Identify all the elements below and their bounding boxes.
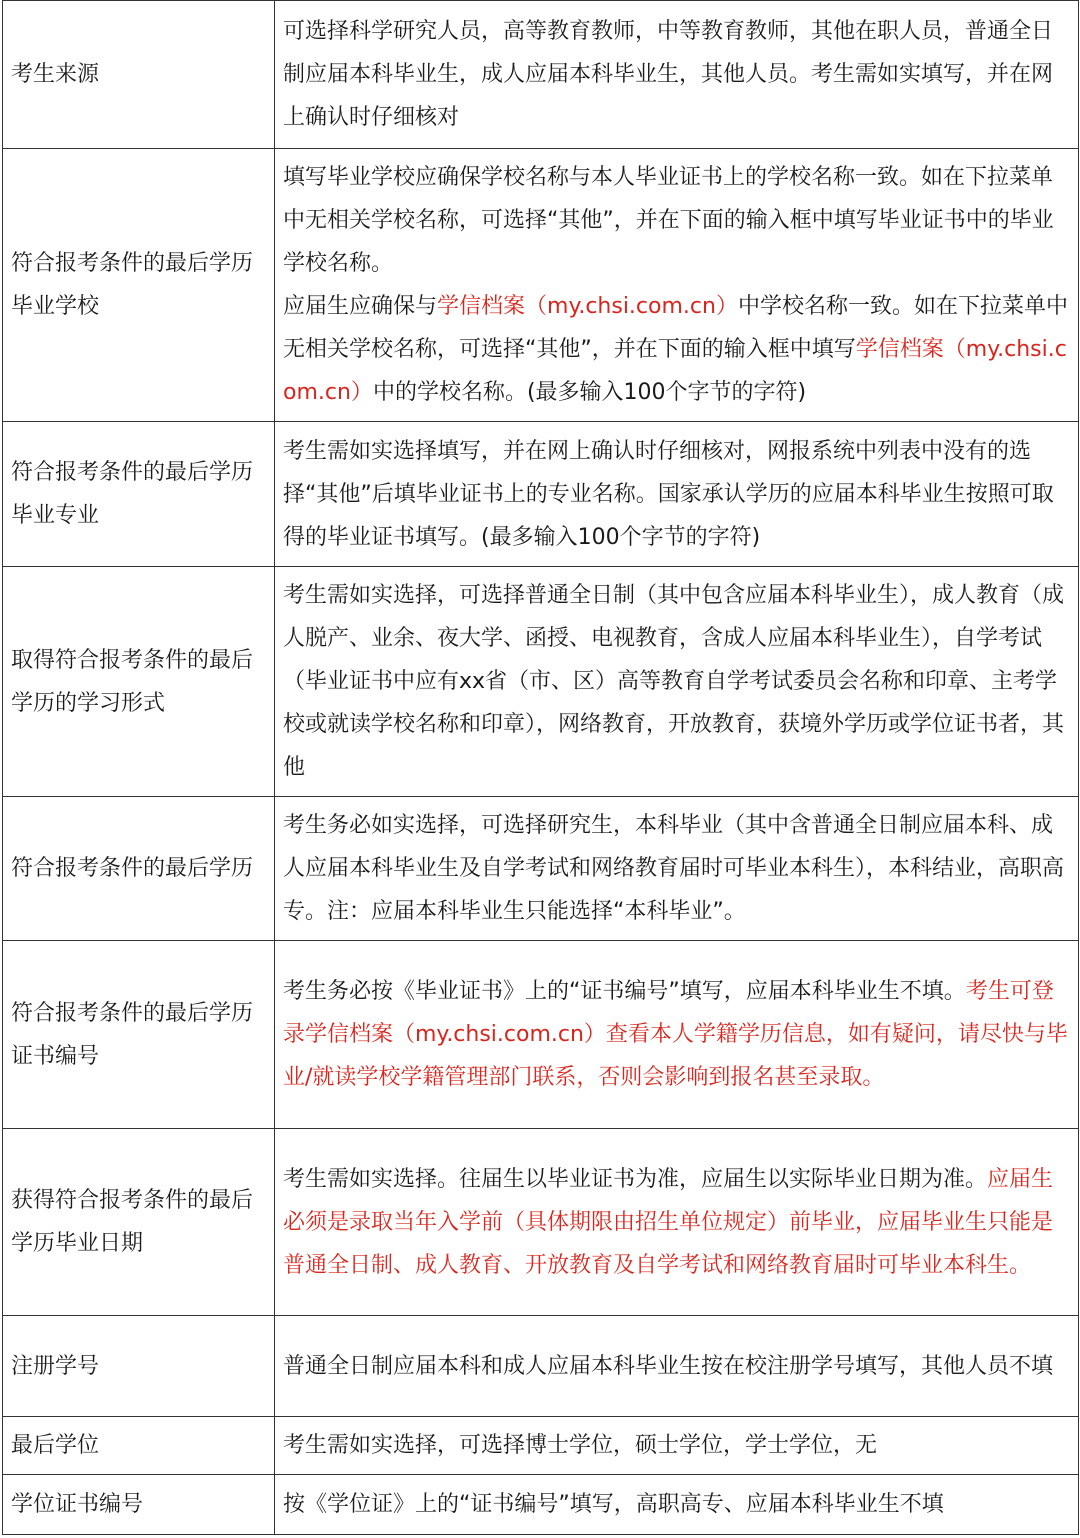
- description-text: 普通全日制应届本科和成人应届本科毕业生按在校注册学号填写，其他人员不填: [283, 1353, 1054, 1379]
- description-text: 考生需如实选择。往届生以毕业证书为准，应届生以实际毕业日期为准。: [283, 1166, 988, 1192]
- table-row: [3, 1, 1079, 149]
- form-instructions-table: [2, 0, 1079, 1535]
- description-text: 中学校名称一致。如在下拉菜单中无相关学校名称，可选择“其他”，并在下面的输入框中填写: [283, 294, 1068, 362]
- highlight-text: 应届生必须是录取当年入学前（具体期限由招生单位规定）前毕业，应届毕业生只能是普通全日制、成人教育、开放教育及自学考试和网络教育届时可毕业本科生。: [283, 1166, 1054, 1278]
- highlight-text: 学信档案（my.chsi.com.cn）: [437, 294, 738, 319]
- table-row: [3, 422, 1079, 567]
- highlight-text: 学信档案（my.chsi.com.cn）: [283, 337, 1067, 405]
- description-text: 考生需如实选择填写，并在网上确认时仔细核对，网报系统中列表中没有的选择“其他”后填毕业证书上的专业名称。国家承认学历的应届本科毕业生按照可取得的毕业证书填写。(最多输入100个字节的字符): [283, 438, 1054, 550]
- field-label: 最后学位: [3, 1417, 275, 1475]
- field-description: [275, 1475, 1079, 1535]
- field-label: 符合报考条件的最后学历: [3, 797, 275, 941]
- description-text: 考生需如实选择，可选择博士学位，硕士学位，学士学位，无: [283, 1433, 878, 1458]
- description-text: 考生务必如实选择，可选择研究生，本科毕业（其中含普通全日制应届本科、成人应届本科毕业生及自学考试和网络教育届时可毕业本科生），本科结业，高职高专。注：应届本科毕业生只能选择“本科毕业”。: [283, 813, 1065, 924]
- field-description: [275, 1417, 1079, 1475]
- description-text: 考生务必按《毕业证书》上的“证书编号”填写，应届本科毕业生不填。: [283, 979, 966, 1004]
- field-description: [275, 1129, 1079, 1316]
- field-label: 注册学号: [3, 1316, 275, 1417]
- highlight-text: 考生可登录学信档案（my.chsi.com.cn）查看本人学籍学历信息，如有疑问，请尽快与毕业/就读学校学籍管理部门联系，否则会影响到报名甚至录取。: [283, 979, 1068, 1090]
- table-row: [3, 149, 1079, 422]
- table-row: [3, 567, 1079, 797]
- description-text: 按《学位证》上的“证书编号”填写，高职高专、应届本科毕业生不填: [283, 1492, 944, 1517]
- table-body: [3, 1, 1079, 1535]
- field-description: [275, 567, 1079, 797]
- field-label: 获得符合报考条件的最后学历毕业日期: [3, 1129, 275, 1316]
- field-description: [275, 797, 1079, 941]
- field-description: [275, 422, 1079, 567]
- field-description: [275, 1, 1079, 149]
- description-text: 考生需如实选择，可选择普通全日制（其中包含应届本科毕业生），成人教育（成人脱产、业余、夜大学、函授、电视教育，含成人应届本科毕业生），自学考试（毕业证书中应有xx省（市、区）高等教育自学考试委员会名称和印章、主考学校或就读学校名称和印章），网络教育，开放教育，获境外学历或学位证书者，其他: [283, 583, 1065, 780]
- description-text: 中的学校名称。(最多输入100个字节的字符): [372, 380, 807, 405]
- table-row: [3, 1129, 1079, 1316]
- table-row: [3, 941, 1079, 1129]
- field-label: 考生来源: [3, 1, 275, 149]
- field-description: [275, 1316, 1079, 1417]
- table-row: [3, 1475, 1079, 1535]
- table-row: [3, 797, 1079, 941]
- description-text: 应届生应确保与: [283, 294, 438, 319]
- field-description: [275, 149, 1079, 422]
- table-row: [3, 1417, 1079, 1475]
- field-label: 符合报考条件的最后学历毕业专业: [3, 422, 275, 567]
- description-text: 可选择科学研究人员，高等教育教师，中等教育教师，其他在职人员，普通全日制应届本科毕业生，成人应届本科毕业生，其他人员。考生需如实填写，并在网上确认时仔细核对: [283, 19, 1054, 130]
- field-label: 取得符合报考条件的最后学历的学习形式: [3, 567, 275, 797]
- field-label: 学位证书编号: [3, 1475, 275, 1535]
- field-description: [275, 941, 1079, 1129]
- field-label: 符合报考条件的最后学历毕业学校: [3, 149, 275, 422]
- description-text: 填写毕业学校应确保学校名称与本人毕业证书上的学校名称一致。如在下拉菜单中无相关学校名称，可选择“其他”，并在下面的输入框中填写毕业证书中的毕业学校名称。: [283, 165, 1054, 276]
- table-row: [3, 1316, 1079, 1417]
- field-label: 符合报考条件的最后学历证书编号: [3, 941, 275, 1129]
